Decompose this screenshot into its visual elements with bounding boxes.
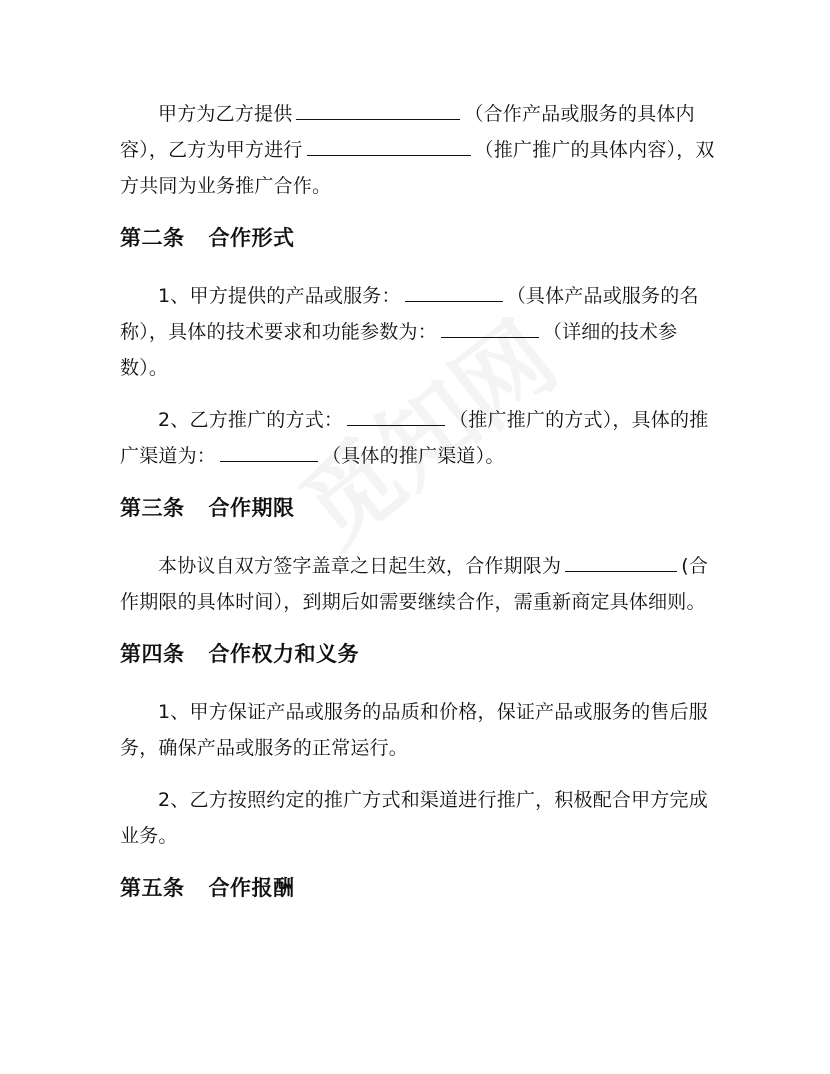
paragraph-text: (合作期限的具体时间），到期后如需要继续合作，需重新商定具体细则。	[120, 555, 709, 613]
blank-line	[405, 281, 503, 302]
intro-paragraph	[120, 96, 716, 204]
section2-paragraph-1	[120, 278, 716, 386]
paragraph-text: （具体的推广渠道）。	[322, 445, 505, 467]
section-title: 合作权力和义务	[208, 642, 359, 666]
intro-text-2: （合作产品或服务的具体内容），乙方为甲方进行	[120, 103, 695, 161]
blank-line	[296, 99, 460, 120]
blank-line	[347, 405, 445, 426]
section-heading-4	[120, 636, 716, 672]
paragraph-text: （具体产品或服务的名称），具体的技术要求和功能参数为：	[120, 285, 699, 343]
intro-text-3: （推广推广的具体内容），双方共同为业务推广合作。	[120, 139, 715, 197]
blank-line	[220, 441, 318, 462]
paragraph-text: 1、甲方提供的产品或服务：	[158, 285, 401, 307]
paragraph-text: 2、乙方推广的方式：	[158, 409, 344, 431]
paragraph-text: （推广推广的方式），具体的推广渠道为：	[120, 409, 709, 467]
paragraph-text: 本协议自双方签字盖章之日起生效，合作期限为	[158, 555, 562, 577]
paragraph-text: （详细的技术参数）。	[120, 321, 678, 379]
section-title: 合作报酬	[208, 876, 295, 900]
section-heading-5	[120, 870, 716, 906]
section-number: 第五条	[120, 876, 185, 900]
blank-line	[441, 317, 539, 338]
blank-line	[565, 551, 677, 572]
section-heading-2	[120, 220, 716, 256]
blank-line	[307, 135, 471, 156]
section4-paragraph-1: 1、甲方保证产品或服务的品质和价格，保证产品或服务的售后服务，确保产品或服务的正常运行。	[120, 701, 708, 759]
section3-paragraph-1	[120, 548, 716, 620]
section-title: 合作形式	[208, 226, 295, 250]
intro-text-1: 甲方为乙方提供	[158, 103, 293, 125]
section-heading-3	[120, 490, 716, 526]
document-body	[120, 96, 716, 928]
section4-paragraph-2: 2、乙方按照约定的推广方式和渠道进行推广，积极配合甲方完成业务。	[120, 789, 708, 847]
section-number: 第二条	[120, 226, 185, 250]
section-title: 合作期限	[208, 496, 295, 520]
section-number: 第三条	[120, 496, 185, 520]
section-number: 第四条	[120, 642, 185, 666]
section2-paragraph-2	[120, 402, 716, 474]
